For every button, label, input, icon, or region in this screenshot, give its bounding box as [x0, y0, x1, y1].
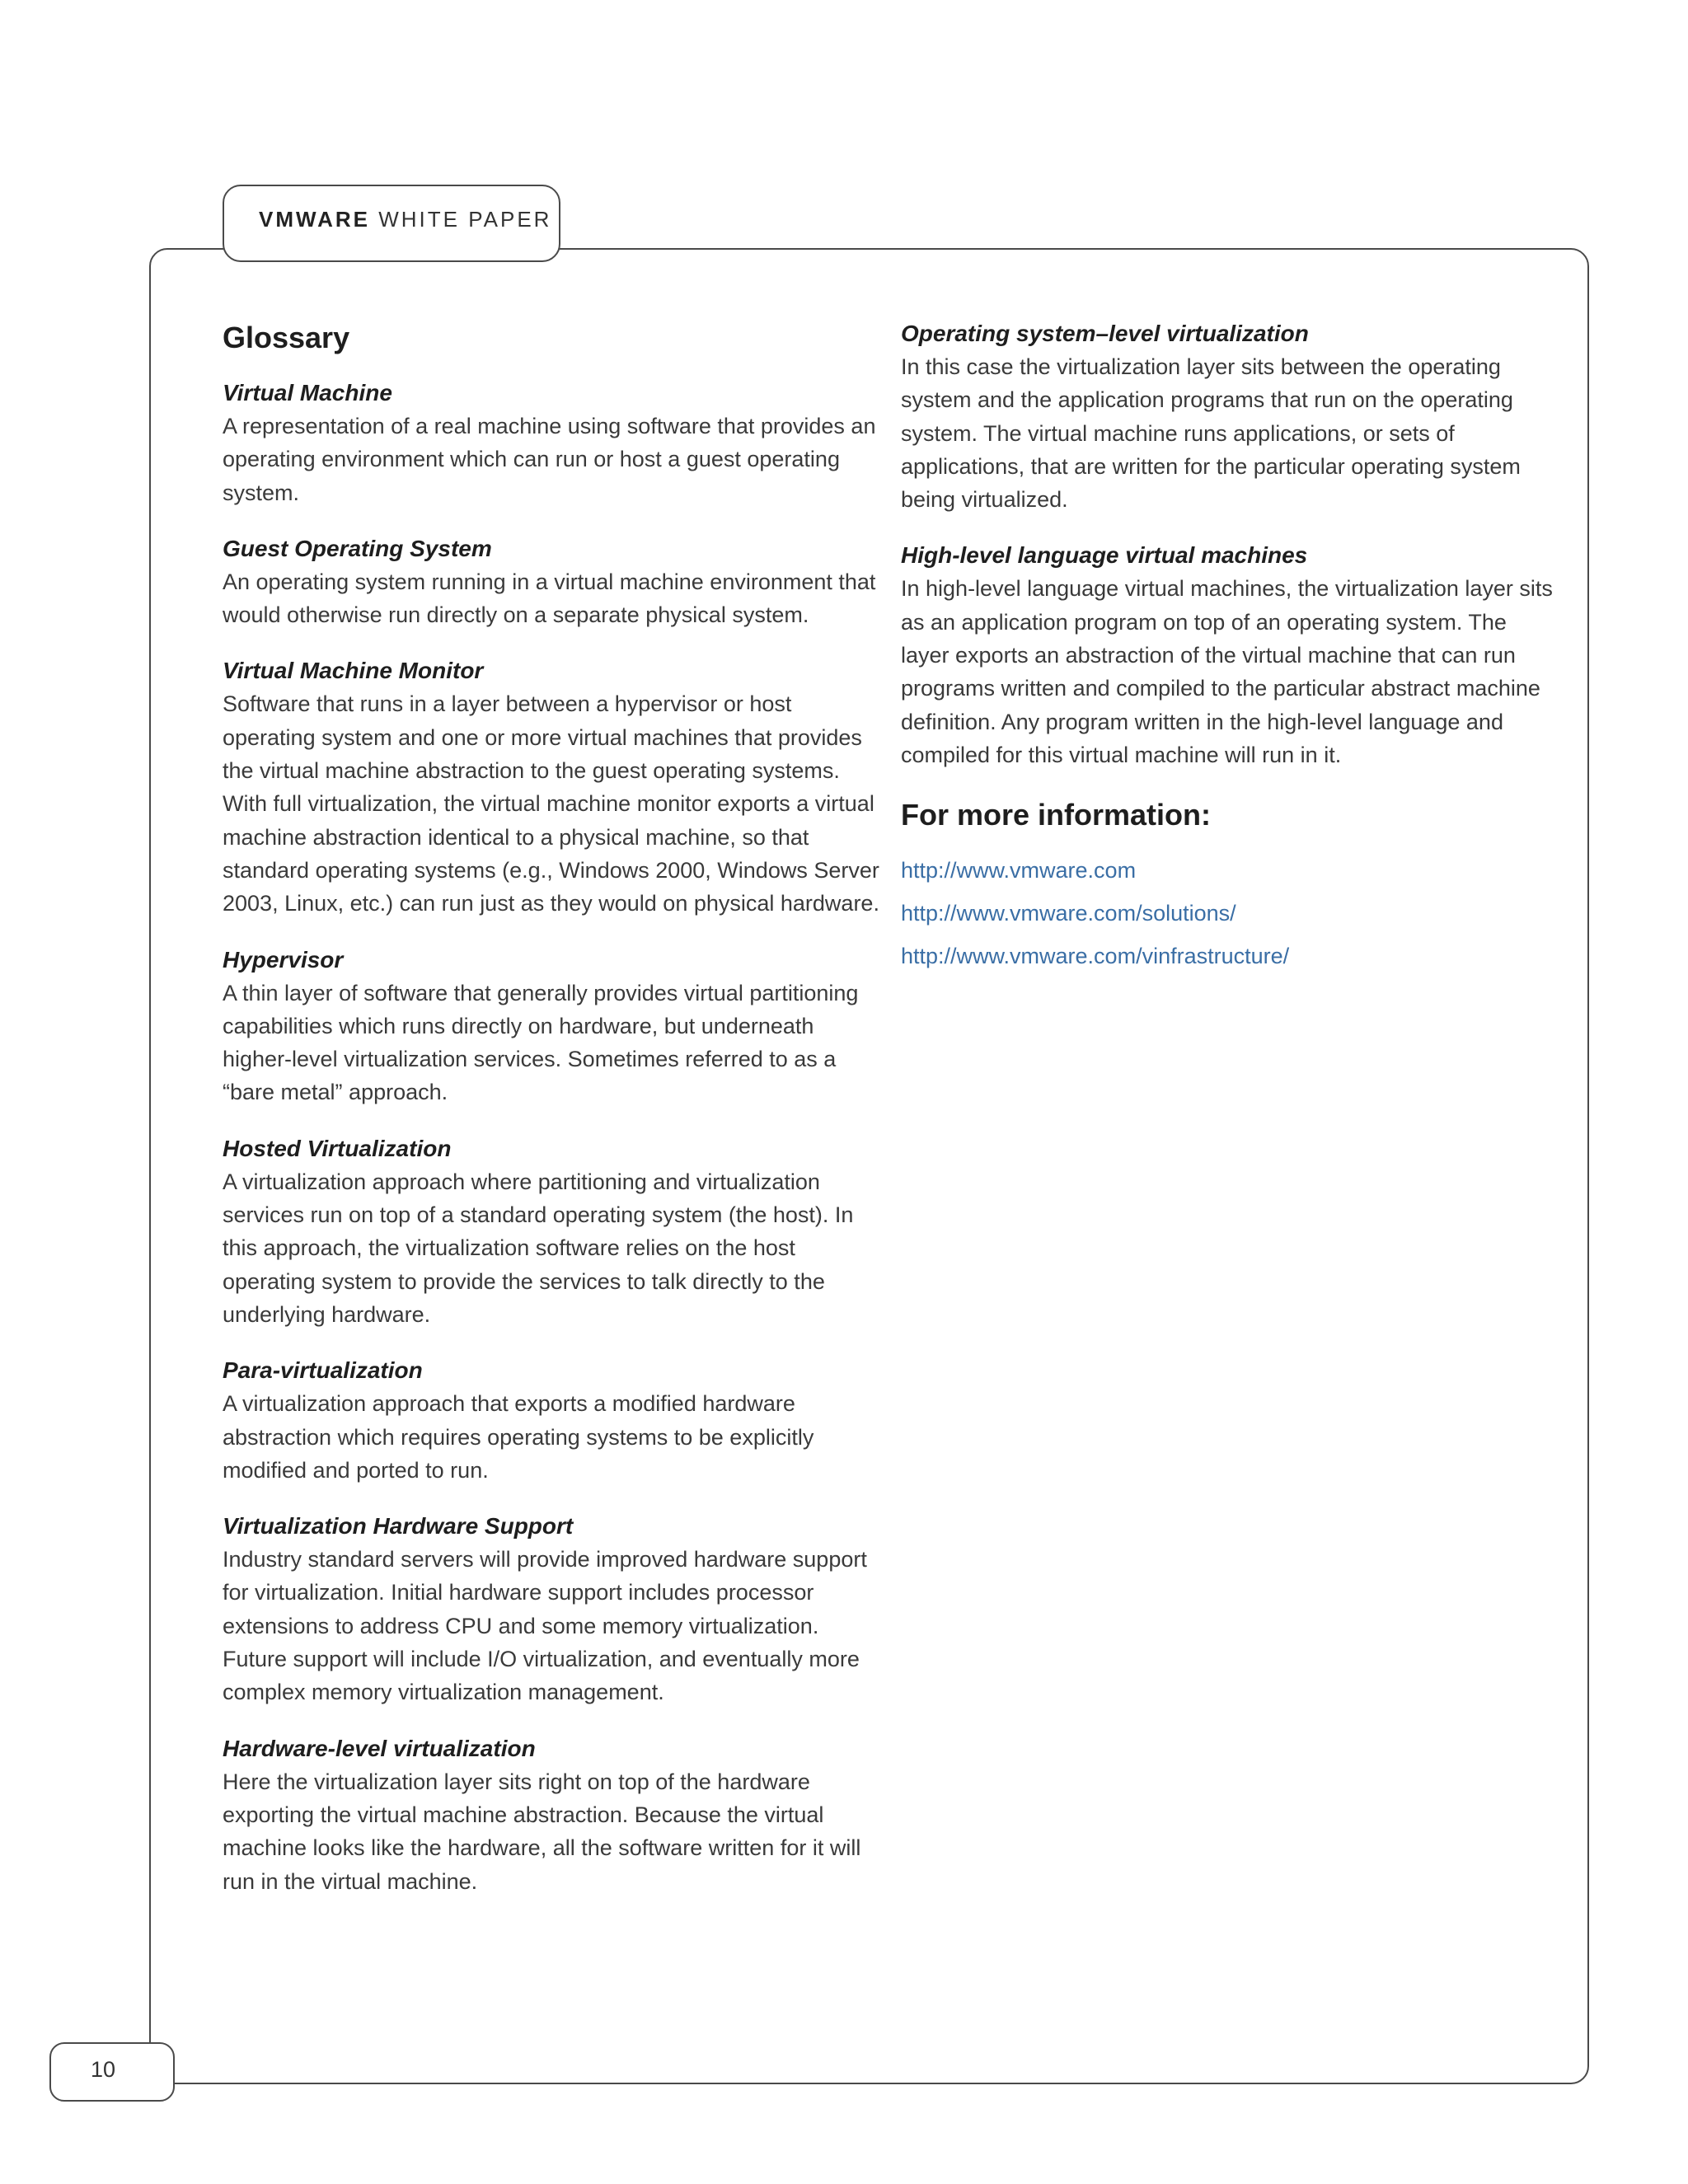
glossary-definition: An operating system running in a virtual machine environment that would otherwise run directly on a separate physical system. [223, 569, 876, 628]
glossary-entry [901, 317, 1560, 516]
glossary-heading: Glossary [223, 321, 350, 354]
glossary-definition: A representation of a real machine using software that provides an operating environment which can run or host a guest operating system. [223, 414, 876, 505]
glossary-entry [223, 1132, 882, 1331]
glossary-term: High-level language virtual machines [901, 542, 1308, 569]
glossary-entry [223, 654, 882, 920]
header-label [259, 207, 551, 232]
glossary-term: Virtualization Hardware Support [223, 1513, 574, 1540]
glossary-entry [223, 1354, 882, 1487]
glossary-definition: Software that runs in a layer between a hypervisor or host operating system and one or more virtual machines that provides the virtual machine abstraction to the guest operating systems. With full virtualization, the virtual machine monitor exports a virtual machine abstraction identical to a physical machine, so that standard operating systems (e.g., Windows 2000, Windows Server 2003, Linux, etc.) can run just as they would on physical hardware. [223, 691, 879, 916]
glossary-term: Hypervisor [223, 946, 344, 972]
glossary-entry [223, 1510, 882, 1708]
glossary-term: Virtual Machine [223, 380, 392, 405]
left-column [223, 317, 882, 1921]
glossary-entry [223, 944, 882, 1109]
glossary-entry [223, 1732, 882, 1898]
page-number-tab [49, 2042, 175, 2102]
glossary-entry [223, 532, 882, 632]
glossary-definition: A thin layer of software that generally provides virtual partitioning capabilities which runs directly on hardware, but underneath higher-level virtualization services. Sometimes referred to as a “bare metal” approach. [223, 980, 859, 1105]
glossary-definition: A virtualization approach where partitioning and virtualization services run on top of a standard operating system (the host). In this approach, the virtualization software relies on the host operating system to provide the services to talk directly to the underlying hardware. [223, 1169, 854, 1327]
glossary-definition: In this case the virtualization layer sits between the operating system and the application programs that run on the operating system. The virtual machine runs applications, or sets of applications, that are written for the particular operating system being virtualized. [901, 354, 1521, 513]
more-info-heading: For more information: [901, 798, 1211, 832]
more-info-link[interactable]: http://www.vmware.com [901, 858, 1137, 883]
glossary-definition: In high-level language virtual machines, the virtualization layer sits as an application program on top of an operating system. The layer exports an abstraction of the virtual machine that can run programs written and compiled to the particular abstract machine definition. Any program written in the high-level language and compiled for this virtual machine will run in it. [901, 576, 1553, 767]
glossary-term: Guest Operating System [223, 535, 492, 561]
header-brand: VMWARE [259, 207, 370, 232]
glossary-entry [901, 539, 1560, 771]
glossary-entry [223, 377, 882, 509]
glossary-term: Virtual Machine Monitor [223, 658, 484, 684]
more-info-links [901, 854, 1560, 972]
glossary-definition: Industry standard servers will provide improved hardware support for virtualization. Initial hardware support includes processor extensions to address CPU and some memory virtualization. Future support will include I/O virtualization, and eventually more complex memory virtualization management. [223, 1547, 867, 1705]
page-number: 10 [91, 2057, 116, 2082]
glossary-term: Operating system–level virtualization [901, 321, 1309, 346]
glossary-term: Hardware-level virtualization [223, 1735, 536, 1761]
more-info-link[interactable]: http://www.vmware.com/solutions/ [901, 901, 1236, 926]
more-info-link[interactable]: http://www.vmware.com/vinfrastructure/ [901, 944, 1290, 969]
glossary-definition: A virtualization approach that exports a modified hardware abstraction which requires operating systems to be explicitly modified and ported to run. [223, 1391, 814, 1483]
glossary-definition: Here the virtualization layer sits right on top of the hardware exporting the virtual machine abstraction. Because the virtual machine looks like the hardware, all the software written for it will run in the virtual machine. [223, 1769, 861, 1894]
header-tab [223, 185, 560, 262]
glossary-term: Para-virtualization [223, 1357, 423, 1384]
glossary-term: Hosted Virtualization [223, 1135, 452, 1161]
header-doc-type: WHITE PAPER [378, 207, 552, 232]
right-column [901, 317, 1560, 982]
